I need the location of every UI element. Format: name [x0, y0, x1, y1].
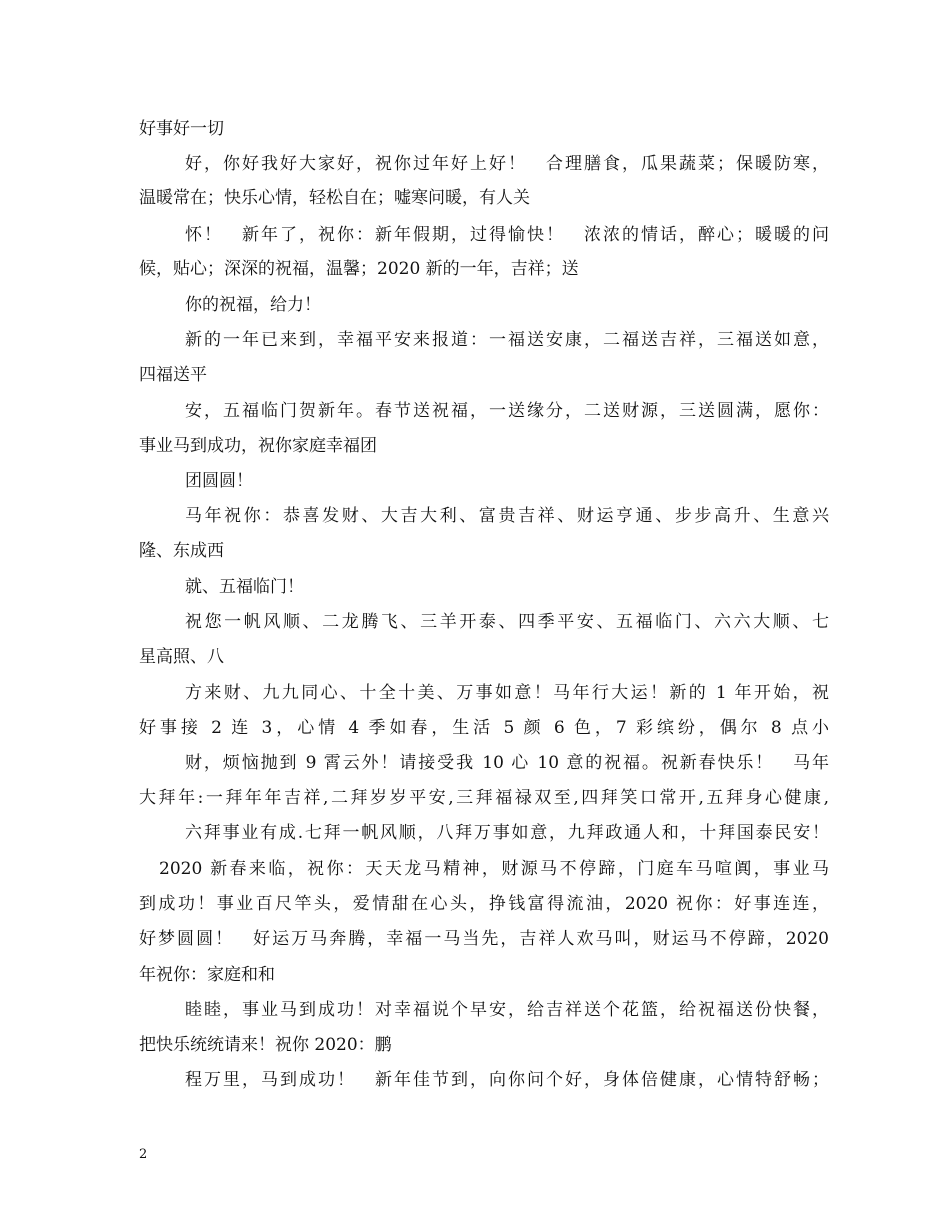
text-line: 好事接 2 连 3，心情 4 季如春，生活 5 颜 6 色，7 彩缤纷，偶尔 8 点小	[139, 718, 829, 738]
text-line: 温暖常在；快乐心情，轻松自在；嘘寒问暖，有人关	[139, 188, 530, 208]
text-line: 四福送平	[139, 365, 207, 385]
text-line: 星高照、八	[139, 647, 224, 667]
text-line: 程万里，马到成功！ 新年佳节到，向你问个好，身体倍健康，心情特舒畅；	[185, 1070, 829, 1090]
text-line: 年祝你：家庭和和	[139, 965, 275, 985]
text-line: 把快乐统统请来！祝你 2020：鹏	[139, 1035, 392, 1055]
text-line: 事业马到成功，祝你家庭幸福团	[139, 436, 377, 456]
text-line: 好，你好我好大家好，祝你过年好上好！ 合理膳食，瓜果蔬菜；保暖防寒，	[185, 154, 829, 174]
text-line: 财，烦恼抛到 9 霄云外！请接受我 10 心 10 意的祝福。祝新春快乐！ 马年	[185, 753, 829, 773]
text-line: 马年祝你：恭喜发财、大吉大利、富贵吉祥、财运亨通、步步高升、生意兴	[185, 506, 829, 526]
page-number: 2	[139, 1147, 148, 1162]
text-line: 隆、东成西	[139, 541, 224, 561]
text-line: 安，五福临门贺新年。春节送祝福，一送缘分，二送财源，三送圆满，愿你：	[185, 401, 829, 421]
text-line: 祝您一帆风顺、二龙腾飞、三羊开泰、四季平安、五福临门、六六大顺、七	[185, 612, 829, 632]
text-line: 到成功！事业百尺竿头，爱情甜在心头，挣钱富得流油，2020 祝你：好事连连，	[139, 894, 829, 914]
text-line: 团圆圆！	[185, 471, 253, 491]
text-line: 你的祝福，给力！	[185, 295, 321, 315]
text-line: 新的一年已来到，幸福平安来报道：一福送安康，二福送吉祥，三福送如意，	[185, 330, 829, 350]
text-line: 睦睦，事业马到成功！对幸福说个早安，给吉祥送个花篮，给祝福送份快餐，	[185, 1000, 829, 1020]
text-line: 大拜年:一拜年年吉祥,二拜岁岁平安,三拜福禄双至,四拜笑口常开,五拜身心健康,	[139, 788, 829, 808]
text-line: 候，贴心；深深的祝福，温馨；2020 新的一年，吉祥；送	[139, 259, 579, 279]
text-line: 好事好一切	[139, 119, 224, 139]
text-line: 方来财、九九同心、十全十美、万事如意！马年行大运！新的 1 年开始，祝	[185, 683, 829, 703]
text-line: 2020 新春来临，祝你：天天龙马精神，财源马不停蹄，门庭车马喧阗，事业马	[159, 859, 829, 879]
text-line: 就、五福临门！	[185, 577, 304, 597]
text-line: 好梦圆圆！ 好运万马奔腾，幸福一马当先，吉祥人欢马叫，财运马不停蹄，2020	[139, 929, 829, 949]
text-line: 怀！ 新年了，祝你：新年假期，过得愉快！ 浓浓的情话，醉心；暖暖的问	[185, 225, 829, 245]
text-line: 六拜事业有成.七拜一帆风顺，八拜万事如意，九拜政通人和，十拜国泰民安！	[185, 823, 829, 843]
